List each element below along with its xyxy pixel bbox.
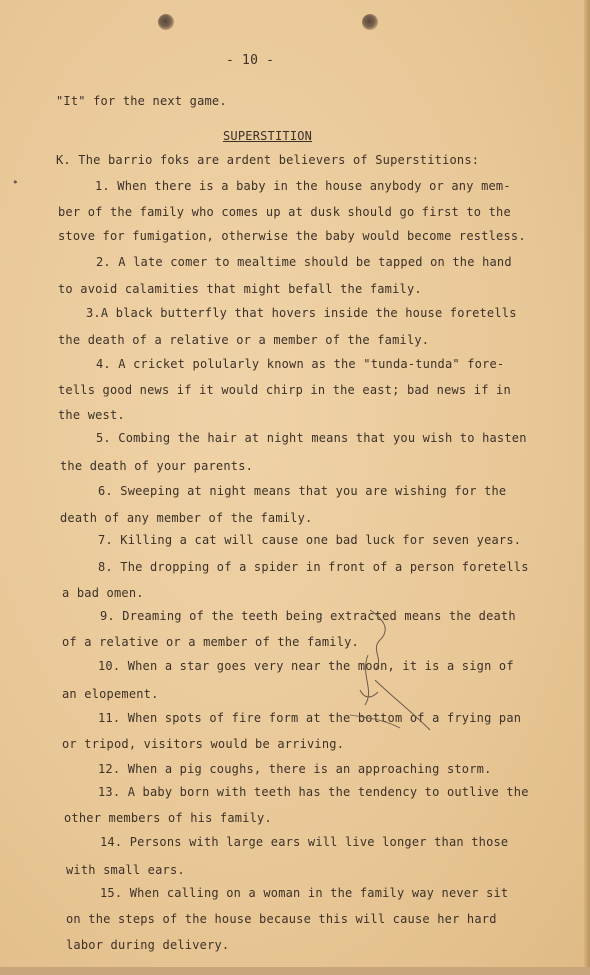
text-line: to avoid calamities that might befall the family. (58, 282, 422, 296)
text-line: an elopement. (62, 687, 159, 701)
page-number: - 10 - (226, 53, 275, 68)
text-line: 9. Dreaming of the teeth being extracted means the death (100, 609, 516, 623)
text-line: 2. A late comer to mealtime should be tapped on the hand (96, 255, 512, 269)
punch-hole (362, 14, 378, 30)
page-edge (584, 0, 590, 975)
text-line: 10. When a star goes very near the moon, it is a sign of (98, 659, 514, 673)
punch-hole (158, 14, 174, 30)
text-line: the death of your parents. (60, 459, 254, 473)
text-line: 5. Combing the hair at night means that you wish to hasten (96, 431, 527, 445)
text-line: "It" for the next game. (56, 94, 227, 108)
text-line: 4. A cricket polularly known as the "tunda-tunda" fore- (96, 357, 505, 371)
text-line: other members of his family. (64, 811, 272, 825)
text-line: the death of a relative or a member of the family. (58, 333, 430, 347)
text-line: a bad omen. (62, 586, 144, 600)
text-line: K. The barrio foks are ardent believers of Superstitions: (56, 153, 480, 167)
text-line: 11. When spots of fire form at the bottom of a frying pan (98, 711, 522, 725)
text-line: on the steps of the house because this will cause her hard (66, 912, 497, 926)
text-line: the west. (58, 408, 125, 422)
text-line: 1. When there is a baby in the house anybody or any mem- (95, 179, 511, 193)
text-line: 14. Persons with large ears will live longer than those (100, 835, 509, 849)
text-line: stove for fumigation, otherwise the baby would become restless. (58, 229, 526, 243)
text-line: 12. When a pig coughs, there is an approaching storm. (98, 762, 492, 776)
text-line: 13. A baby born with teeth has the tendency to outlive the (98, 785, 529, 799)
text-line: 7. Killing a cat will cause one bad luck for seven years. (98, 533, 522, 547)
text-line: of a relative or a member of the family. (62, 635, 359, 649)
section-heading: SUPERSTITION (223, 129, 313, 143)
text-line: 6. Sweeping at night means that you are wishing for the (98, 484, 507, 498)
text-line: death of any member of the family. (60, 511, 313, 525)
text-line: tells good news if it would chirp in the east; bad news if in (58, 383, 511, 397)
text-line: or tripod, visitors would be arriving. (62, 737, 345, 751)
text-line: with small ears. (66, 863, 185, 877)
pencil-scribble (330, 600, 470, 750)
text-line: labor during delivery. (66, 938, 230, 952)
margin-mark: • (12, 176, 19, 189)
text-line: ber of the family who comes up at dusk should go first to the (58, 205, 511, 219)
text-line: 8. The dropping of a spider in front of a person foretells (98, 560, 529, 574)
text-line: 15. When calling on a woman in the family way never sit (100, 886, 509, 900)
page-bottom-edge (0, 967, 590, 975)
text-line: 3.A black butterfly that hovers inside the house foretells (86, 306, 517, 320)
